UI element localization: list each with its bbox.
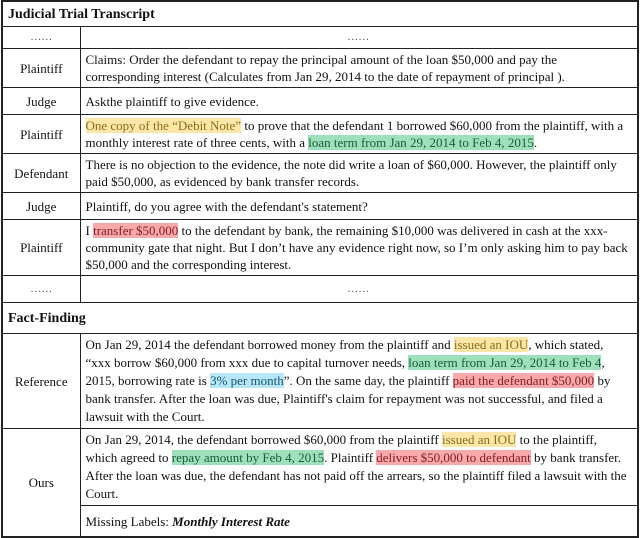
reference-text bbox=[80, 334, 638, 429]
text-segment: On Jan 29, 2014 the defendant borrowed money from the plaintiff and bbox=[85, 337, 454, 352]
text-cell bbox=[80, 220, 638, 276]
text-cell: There is no objection to the evidence, the note did write a loan of $60,000. However, the plaintiff only paid $50,000, as evidenced by bank transfer records. bbox=[80, 154, 638, 193]
reference-row bbox=[2, 334, 638, 429]
text-segment: , 2015, borrowing rate is bbox=[85, 355, 605, 388]
highlight-blue: 3% per month bbox=[210, 373, 284, 388]
role-cell: Plaintiff bbox=[2, 220, 80, 276]
table-row bbox=[2, 115, 638, 154]
text-segment: to the defendant by bank, the remaining $10,000 was delivered in cash at the xxx-community gate that night. But I don’t have any evidence right now, so I’m only asking him to pay back $50,000 and the corresponding interest. bbox=[85, 223, 628, 272]
text-cell: Plaintiff, do you agree with the defendant's statement? bbox=[80, 193, 638, 220]
role-cell: Reference bbox=[2, 334, 80, 429]
role-cell: Judge bbox=[2, 88, 80, 115]
missing-labels-value: Monthly Interest Rate bbox=[172, 513, 290, 529]
text-segment: . Plaintiff bbox=[324, 450, 377, 465]
highlight-yellow: One copy of the “Debit Note” bbox=[85, 118, 242, 133]
text-segment: by bank transfer. After the loan was due, the defendant has not paid off the arrears, so the plaintiff filed a lawsuit with the Court. bbox=[85, 450, 627, 501]
text-cell bbox=[80, 115, 638, 154]
text-segment: On Jan 29, 2014, the defendant borrowed $60,000 from the plaintiff bbox=[85, 432, 442, 447]
text-segment: to the plaintiff, which agreed to bbox=[85, 432, 597, 465]
role-cell: Plaintiff bbox=[2, 115, 80, 154]
ours-text bbox=[80, 429, 638, 506]
text-cell: …… bbox=[80, 276, 638, 303]
text-segment: ”. On the same day, the plaintiff bbox=[283, 373, 453, 388]
text-segment: to prove that the defendant 1 borrowed $60,000 from the plaintiff, with a monthly interest rate of three cents, with a bbox=[85, 118, 624, 150]
table-row bbox=[2, 88, 638, 115]
text-cell: …… bbox=[80, 27, 638, 49]
missing-labels-prefix: Missing Labels: bbox=[85, 513, 173, 529]
highlight-green: loan term from Jan 29, 2014 to Feb 4, 2015 bbox=[308, 135, 534, 150]
highlight-yellow: issued an IOU bbox=[441, 432, 517, 447]
transcript-table bbox=[1, 0, 639, 538]
text-segment: I bbox=[85, 223, 94, 238]
table-row bbox=[2, 154, 638, 193]
section-title: Judicial Trial Transcript bbox=[2, 1, 638, 27]
text-cell: Claims: Order the defendant to repay the principal amount of the loan $50,000 and pay the corresponding interest (Calculates from Jan 29, 2014 to the date of repayment of principal ). bbox=[80, 49, 638, 88]
role-cell: Judge bbox=[2, 193, 80, 220]
role-cell: …… bbox=[2, 27, 80, 49]
table-row bbox=[2, 193, 638, 220]
text-segment: by bank transfer. After the loan was due, Plaintiff's claim for repayment was not successful, and filed a lawsuit with the Court. bbox=[85, 373, 611, 424]
table-row bbox=[2, 27, 638, 49]
text-segment: . bbox=[533, 135, 538, 150]
highlight-red: transfer $50,000 bbox=[93, 223, 179, 238]
table-row bbox=[2, 49, 638, 88]
text-segment: , which stated, “xxx borrow $60,000 from xxx due to capital turnover needs, bbox=[85, 337, 604, 370]
missing-labels-cell bbox=[80, 506, 638, 538]
table-row bbox=[2, 220, 638, 276]
highlight-red: paid the defendant $50,000 bbox=[452, 373, 595, 388]
text-cell: Askthe plaintiff to give evidence. bbox=[80, 88, 638, 115]
table-row bbox=[2, 276, 638, 303]
role-cell: …… bbox=[2, 276, 80, 303]
section-header-fact-finding bbox=[2, 303, 638, 334]
missing-labels-row bbox=[2, 506, 638, 538]
highlight-yellow: issued an IOU bbox=[453, 337, 529, 352]
highlight-green: repay amount by Feb 4, 2015 bbox=[171, 450, 325, 465]
role-cell: Plaintiff bbox=[2, 49, 80, 88]
highlight-green: loan term from Jan 29, 2014 to Feb 4 bbox=[408, 355, 602, 370]
highlight-red: delivers $50,000 to defendant bbox=[376, 450, 531, 465]
section-title: Fact-Finding bbox=[2, 303, 638, 334]
ours-row bbox=[2, 429, 638, 506]
role-cell: Defendant bbox=[2, 154, 80, 193]
table-body bbox=[2, 1, 638, 537]
role-cell: Ours bbox=[2, 429, 80, 538]
section-header-transcript bbox=[2, 1, 638, 27]
